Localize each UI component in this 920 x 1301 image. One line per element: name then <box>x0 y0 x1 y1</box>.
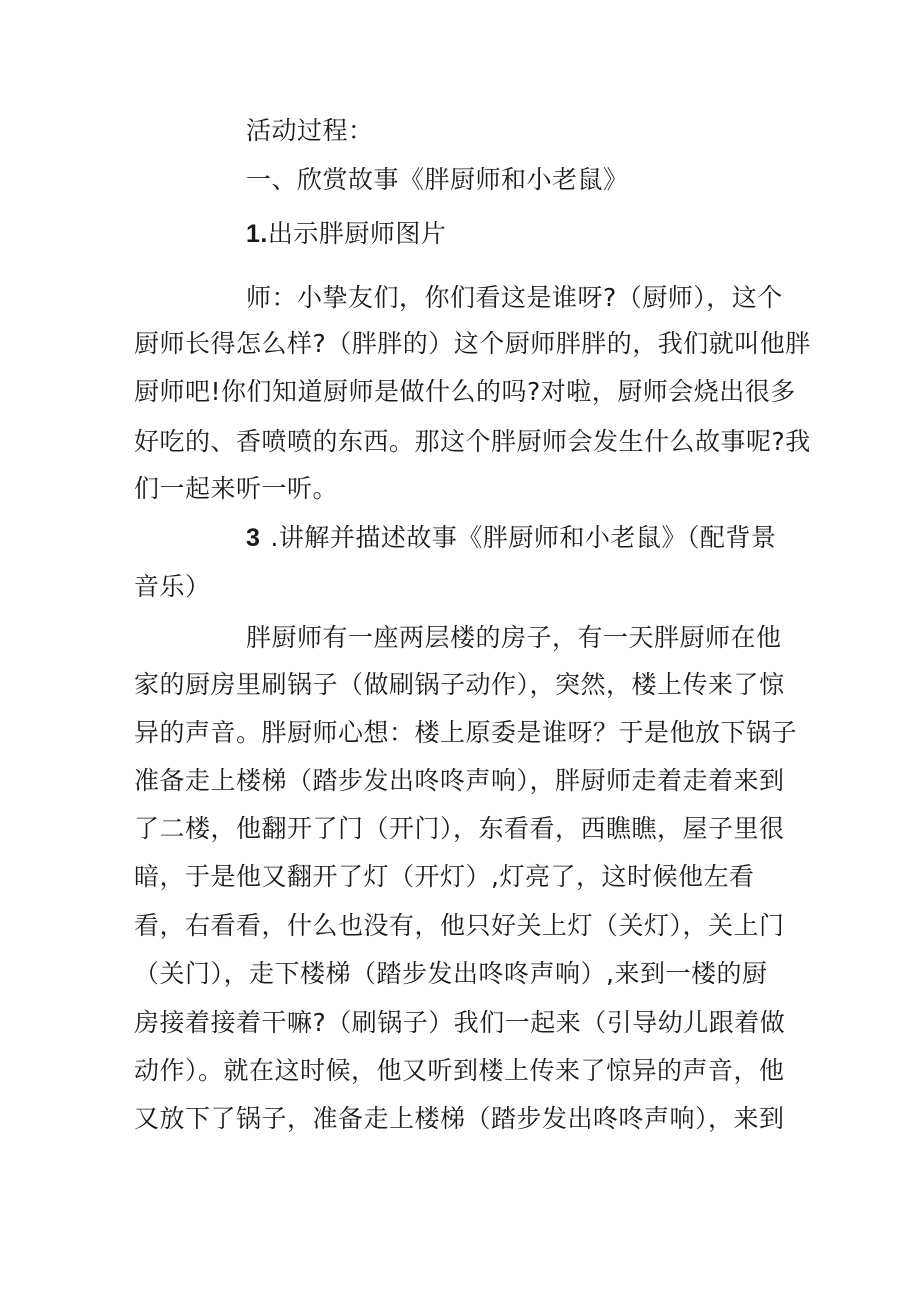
section-one-title: 一、欣赏故事《胖厨师和小老鼠》 <box>246 165 629 194</box>
paragraph-line: 准备走上楼梯（踏步发出咚咚声响），胖厨师走着走着来到 <box>134 766 785 795</box>
step-three-number: 3 <box>246 524 261 552</box>
step-three-continuation: 音乐） <box>134 572 211 601</box>
step-one-text: 出示胖厨师图片 <box>267 219 447 248</box>
paragraph-line: 好吃的、香喷喷的东西。那这个胖厨师会发生什么故事呢?我 <box>134 427 811 456</box>
step-one-number: 1. <box>246 220 268 248</box>
paragraph-line: 师：小挚友们，你们看这是谁呀?（厨师），这个 <box>246 283 783 312</box>
paragraph-line: 了二楼，他翻开了门（开门），东看看，西瞧瞧，屋子里很 <box>134 814 785 843</box>
paragraph-line: 胖厨师有一座两层楼的房子，有一天胖厨师在他 <box>246 623 782 652</box>
paragraph-line: 看，右看看，什么也没有，他只好关上灯（关灯），关上门 <box>134 911 785 940</box>
paragraph-line: 房接着接着干嘛?（刷锅子）我们一起来（引导幼儿跟着做 <box>134 1008 786 1037</box>
paragraph-line: 厨师长得怎么样?（胖胖的）这个厨师胖胖的，我们就叫他胖 <box>134 329 811 358</box>
paragraph-line: 厨师吧!你们知道厨师是做什么的吗?对啦，厨师会烧出很多 <box>134 377 796 406</box>
paragraph-line: 异的声音。胖厨师心想：楼上原委是谁呀？于是他放下锅子 <box>134 718 798 747</box>
step-one <box>246 219 446 249</box>
step-three-line <box>246 523 776 553</box>
paragraph-line: 家的厨房里刷锅子（做刷锅子动作），突然，楼上传来了惊 <box>134 670 785 699</box>
paragraph-line: 们一起来听一听。 <box>134 474 339 503</box>
activity-heading: 活动过程： <box>246 116 374 145</box>
paragraph-line: 动作）。就在这时候，他又听到楼上传来了惊异的声音，他 <box>134 1056 785 1085</box>
paragraph-line: 又放下了锅子，准备走上楼梯（踏步发出咚咚声响），来到 <box>134 1104 785 1133</box>
paragraph-line: 暗，于是他又翻开了灯（开灯）,灯亮了，这时候他左看 <box>134 862 755 891</box>
step-three-text: .讲解并描述故事《胖厨师和小老鼠》（配背景 <box>270 523 777 552</box>
paragraph-line: （关门），走下楼梯（踏步发出咚咚声响）,来到一楼的厨 <box>134 959 768 988</box>
